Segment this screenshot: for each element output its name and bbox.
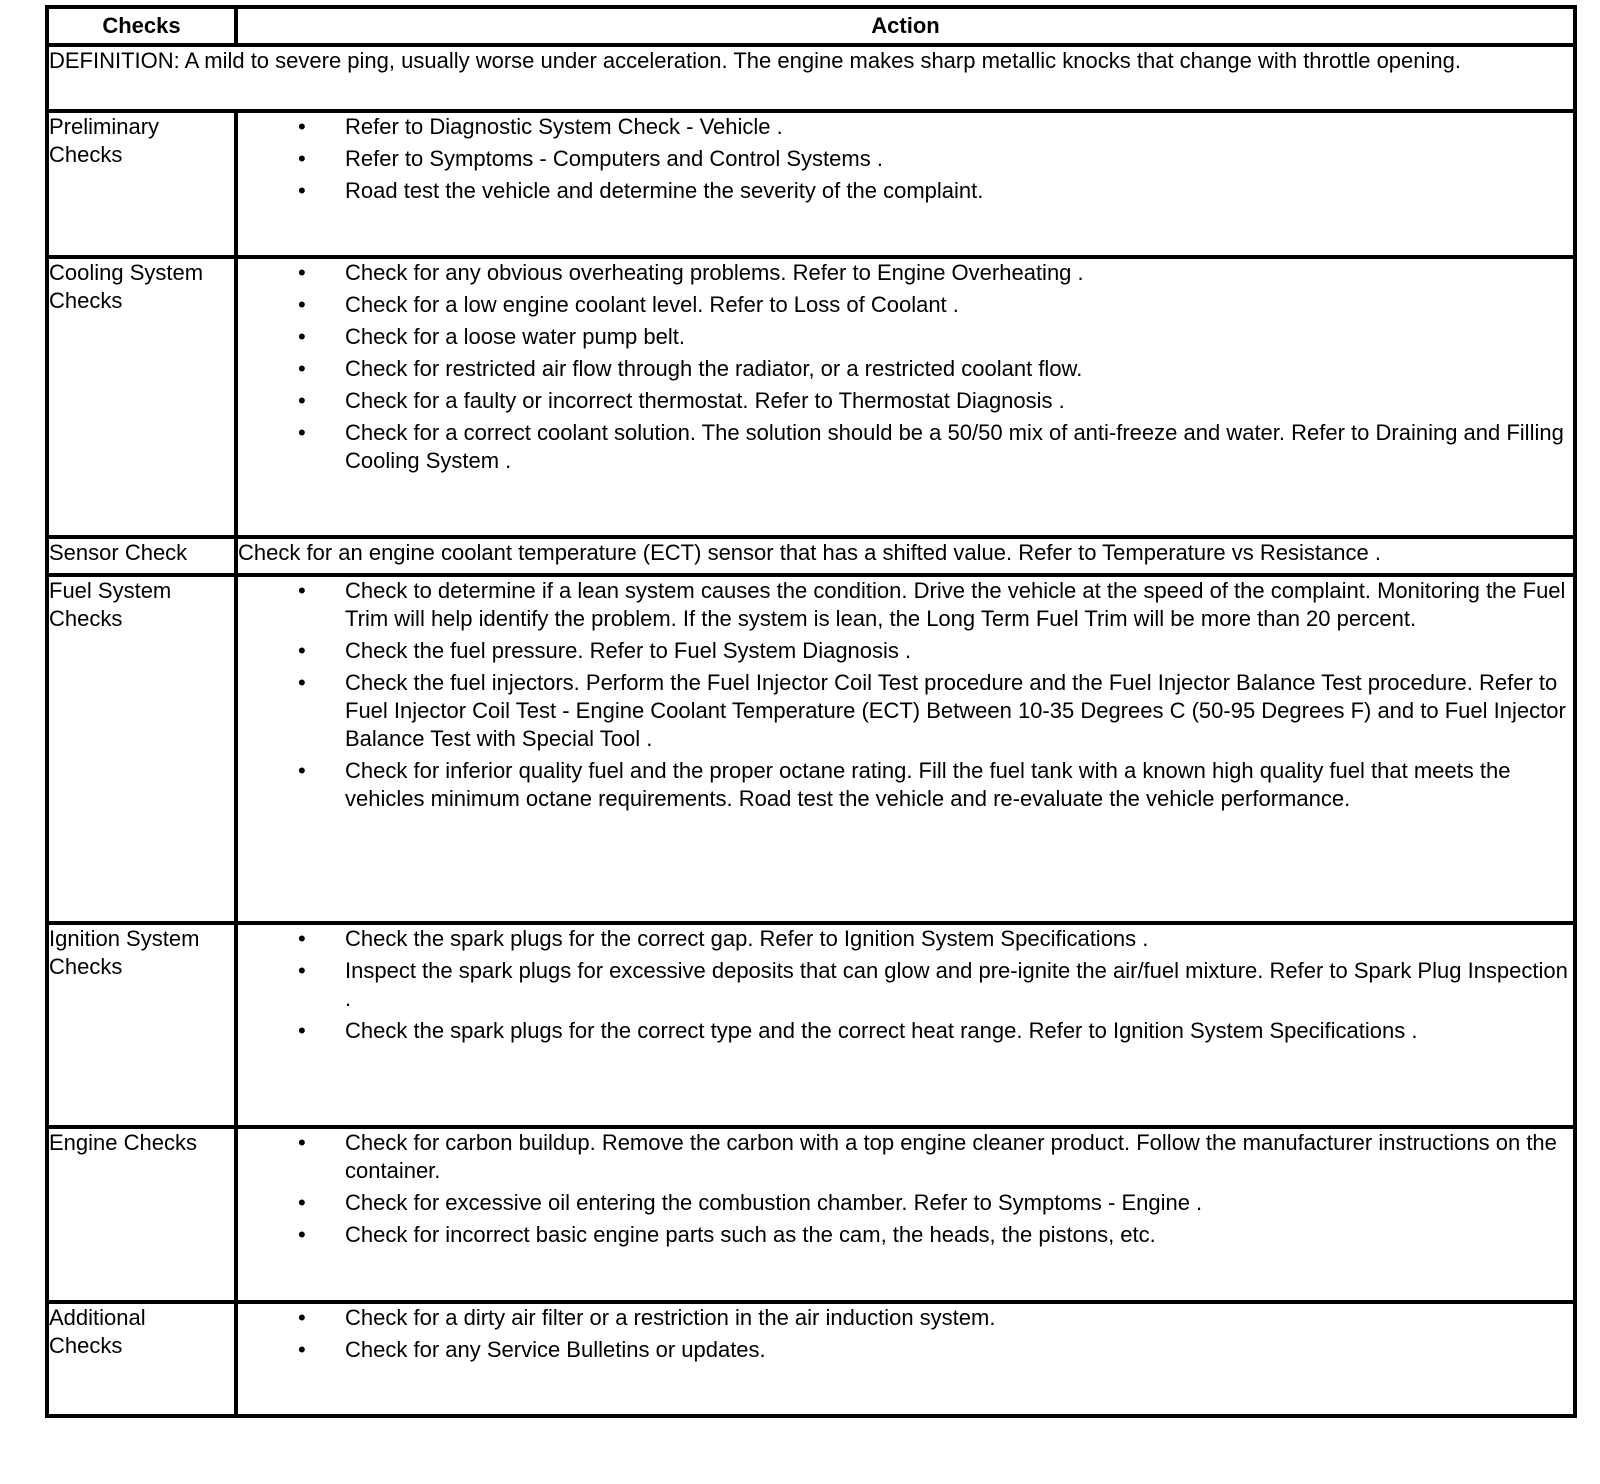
- check-label-text: Cooling System Checks: [49, 260, 204, 313]
- check-row-engine-checks: [47, 1127, 1575, 1302]
- bullet-icon: •: [298, 178, 306, 203]
- header-action: Action: [236, 7, 1575, 45]
- bullet-icon: •: [298, 324, 306, 349]
- check-row-sensor-check: [47, 537, 1575, 575]
- bullet-icon: •: [298, 388, 306, 413]
- action-item: [238, 637, 1573, 665]
- check-label-text: Additional Checks: [49, 1305, 146, 1358]
- bullet-icon: •: [298, 1130, 306, 1155]
- action-item: [238, 259, 1573, 287]
- check-label-text: Fuel System Checks: [49, 578, 172, 631]
- bullet-icon: •: [298, 146, 306, 171]
- action-text: Check to determine if a lean system causes the condition. Drive the vehicle at the speed of the complaint. Monitoring the Fuel Trim will help identify the problem. If the system is lean, the Long Term Fuel Trim will be more than 20 percent.: [345, 578, 1566, 631]
- bullet-icon: •: [298, 1305, 306, 1330]
- bullet-icon: •: [298, 926, 306, 951]
- bullet-icon: •: [298, 1337, 306, 1362]
- action-text: Check the spark plugs for the correct type and the correct heat range. Refer to Ignition System Specifications .: [345, 1018, 1418, 1043]
- diagnostic-table: [45, 5, 1577, 1418]
- action-item: [238, 1336, 1573, 1364]
- bullet-icon: •: [298, 292, 306, 317]
- action-item: [238, 419, 1573, 475]
- check-actions: [236, 923, 1575, 1127]
- header-checks: Checks: [47, 7, 236, 45]
- bullet-icon: •: [298, 114, 306, 139]
- bullet-icon: •: [298, 1190, 306, 1215]
- action-item: [238, 1304, 1573, 1332]
- bullet-icon: •: [298, 356, 306, 381]
- action-text: Check for carbon buildup. Remove the carbon with a top engine cleaner product. Follow the manufacturer instructions on the container.: [345, 1130, 1557, 1183]
- action-text: Check for an engine coolant temperature (ECT) sensor that has a shifted value. Refer to Temperature vs Resistance .: [238, 540, 1381, 565]
- action-list: [238, 1129, 1573, 1249]
- bullet-icon: •: [298, 958, 306, 983]
- action-item: [238, 577, 1573, 633]
- check-actions: [236, 1302, 1575, 1416]
- check-label: [47, 537, 236, 575]
- action-item: [238, 323, 1573, 351]
- action-text: Check the fuel injectors. Perform the Fuel Injector Coil Test procedure and the Fuel Injector Balance Test procedure. Refer to Fuel Injector Coil Test - Engine Coolant Temperature (ECT) Between 10-35 Degrees C (50-95 Degrees F) and to Fuel Injector Balance Test with Special Tool .: [345, 670, 1566, 751]
- action-text: Check for a low engine coolant level. Refer to Loss of Coolant .: [345, 292, 959, 317]
- action-item: [238, 957, 1573, 1013]
- action-item: [238, 925, 1573, 953]
- action-text: Check for any obvious overheating problems. Refer to Engine Overheating .: [345, 260, 1084, 285]
- action-list: [238, 577, 1573, 813]
- check-actions: [236, 537, 1575, 575]
- check-label: [47, 257, 236, 537]
- bullet-icon: •: [298, 758, 306, 783]
- check-label: [47, 111, 236, 257]
- action-list: [238, 113, 1573, 205]
- action-item: [238, 669, 1573, 753]
- definition-text: DEFINITION: A mild to severe ping, usually worse under acceleration. The engine makes sharp metallic knocks that change with throttle opening.: [47, 45, 1575, 111]
- definition-row: [47, 45, 1575, 111]
- action-text: Road test the vehicle and determine the severity of the complaint.: [345, 178, 984, 203]
- check-row-cooling-system-checks: [47, 257, 1575, 537]
- action-text: Check the fuel pressure. Refer to Fuel System Diagnosis .: [345, 638, 912, 663]
- check-actions: [236, 257, 1575, 537]
- header-row: [47, 7, 1575, 45]
- action-item: [238, 1221, 1573, 1249]
- check-row-fuel-system-checks: [47, 575, 1575, 923]
- check-actions: [236, 111, 1575, 257]
- action-text: Inspect the spark plugs for excessive deposits that can glow and pre-ignite the air/fuel mixture. Refer to Spark Plug Inspection .: [345, 958, 1568, 1011]
- action-text: Refer to Diagnostic System Check - Vehicle .: [345, 114, 783, 139]
- action-item: [238, 355, 1573, 383]
- action-list: [238, 259, 1573, 475]
- bullet-icon: •: [298, 670, 306, 695]
- bullet-icon: •: [298, 638, 306, 663]
- action-item: [238, 1017, 1573, 1045]
- bullet-icon: •: [298, 1222, 306, 1247]
- action-item: [238, 145, 1573, 173]
- action-item: [238, 113, 1573, 141]
- bullet-icon: •: [298, 578, 306, 603]
- action-text: Check for incorrect basic engine parts such as the cam, the heads, the pistons, etc.: [345, 1222, 1156, 1247]
- action-text: Check for any Service Bulletins or updates.: [345, 1337, 766, 1362]
- check-actions: [236, 575, 1575, 923]
- action-text: Check for a faulty or incorrect thermostat. Refer to Thermostat Diagnosis .: [345, 388, 1065, 413]
- action-text: Check for a dirty air filter or a restriction in the air induction system.: [345, 1305, 996, 1330]
- check-label: [47, 923, 236, 1127]
- action-text: Check for restricted air flow through the radiator, or a restricted coolant flow.: [345, 356, 1083, 381]
- action-list: [238, 1304, 1573, 1364]
- action-text: Check for a correct coolant solution. The solution should be a 50/50 mix of anti-freeze and water. Refer to Draining and Filling Cooling System .: [345, 420, 1564, 473]
- check-row-preliminary-checks: [47, 111, 1575, 257]
- check-label-text: Ignition System Checks: [49, 926, 200, 979]
- check-label-text: Engine Checks: [49, 1130, 197, 1155]
- action-text: Check for excessive oil entering the combustion chamber. Refer to Symptoms - Engine .: [345, 1190, 1203, 1215]
- check-label: [47, 575, 236, 923]
- action-text: Refer to Symptoms - Computers and Control Systems .: [345, 146, 883, 171]
- action-item: [238, 1189, 1573, 1217]
- bullet-icon: •: [298, 1018, 306, 1043]
- bullet-icon: •: [298, 420, 306, 445]
- check-actions: [236, 1127, 1575, 1302]
- check-label: [47, 1302, 236, 1416]
- action-text: Check for inferior quality fuel and the proper octane rating. Fill the fuel tank with a known high quality fuel that meets the vehicles minimum octane requirements. Road test the vehicle and re-evaluate the vehicle performance.: [345, 758, 1511, 811]
- action-text: Check for a loose water pump belt.: [345, 324, 685, 349]
- check-label-text: Sensor Check: [49, 540, 188, 565]
- action-item: [238, 177, 1573, 205]
- action-text: Check the spark plugs for the correct gap. Refer to Ignition System Specifications .: [345, 926, 1149, 951]
- check-row-additional-checks: [47, 1302, 1575, 1416]
- action-item: [238, 291, 1573, 319]
- action-item: [238, 387, 1573, 415]
- check-label-text: Preliminary Checks: [49, 114, 160, 167]
- action-item: [238, 1129, 1573, 1185]
- action-list: [238, 925, 1573, 1045]
- bullet-icon: •: [298, 260, 306, 285]
- check-row-ignition-system-checks: [47, 923, 1575, 1127]
- check-label: [47, 1127, 236, 1302]
- action-item: [238, 757, 1573, 813]
